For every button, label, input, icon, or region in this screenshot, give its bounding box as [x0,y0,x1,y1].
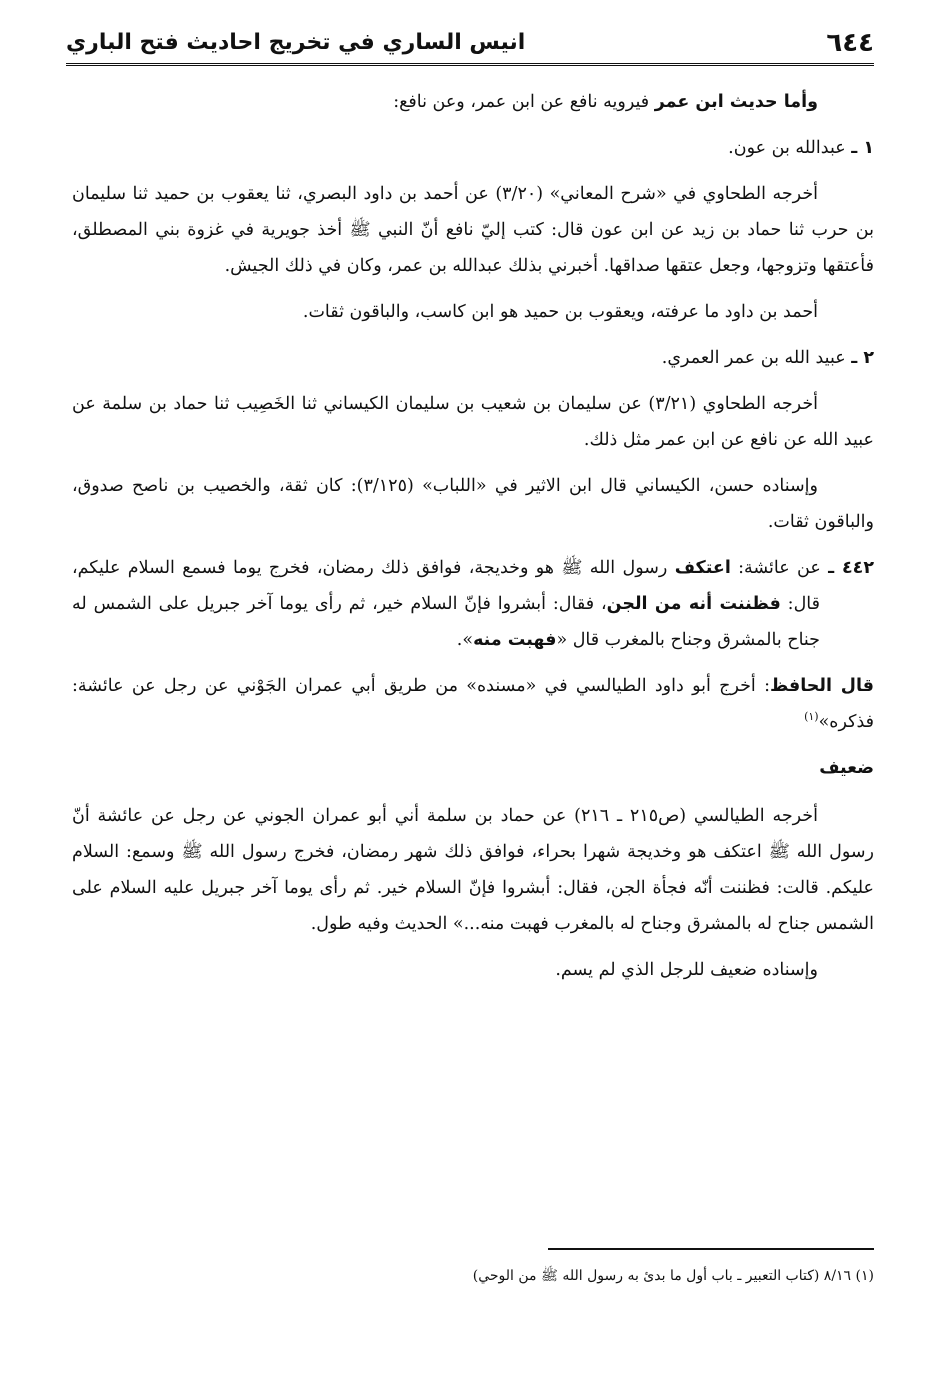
footnote-reference[interactable]: (١) [804,710,819,724]
hadith-entry [72,550,874,658]
hadith-bold-f: فهبت منه [473,630,557,650]
item-2-text: عبيد الله بن عمر العمري. [661,348,852,368]
footnote-text: ٨/١٦ (كتاب التعبير ـ باب أول ما بدئ به رسول الله ﷺ من الوحي) [472,1268,852,1284]
item-1-text: عبدالله بن عون. [728,138,852,158]
hadith-text-g: ». [456,630,474,650]
hadith-text-e: ، فقال: أبشروا فإنّ السلام خير، ثم رأى يوما آخر جبريل على الشمس له جناح بالمشرق وجناح بالمغرب قال « [72,594,820,650]
page-number: ٦٤٤ [826,28,874,58]
intro-paragraph [72,84,874,120]
page-header [66,26,874,66]
header-rule [66,63,874,66]
paragraph-3: أخرجه الطحاوي (٣/٢١) عن سليمان بن شعيب بن سليمان الكيساني ثنا الخَصِيب ثنا حماد بن سلمة عن عبيد الله عن نافع عن ابن عمر مثل ذلك. [72,394,874,450]
hafiz-label: قال الحافظ [770,676,874,696]
hadith-number: ٤٤٢ ـ [828,558,874,578]
paragraph-5: أخرجه الطيالسي (ص٢١٥ ـ ٢١٦) عن حماد بن سلمة أني أبو عمران الجوني عن رجل عن عائشة أنّ رسول الله ﷺ اعتكف هو وخديجة شهرا بحراء، فوافق ذلك شهر رمضان، فخرج رسول الله ﷺ وسمع: السلام عليكم. قالت: فظننت أنّه فجأة الجن، فقال: أبشروا فإنّ السلام خير. ثم رأى يوما آخر جبريل عليه السلام على الشمس جناح له بالمشرق وجناح له بالمغرب فهبت منه...» الحديث وفيه طول. [72,806,874,934]
hadith-bold-b: اعتكف [674,558,731,578]
paragraph-6: وإسناده ضعيف للرجل الذي لم يسم. [555,960,818,980]
paragraph-2: أحمد بن داود ما عرفته، ويعقوب بن حميد هو ابن كاسب، والباقون ثقات. [302,302,818,322]
intro-bold: وأما حديث ابن عمر [654,92,818,112]
grade-label: ضعيف [819,758,874,778]
footnote-rule [548,1248,874,1250]
hadith-text-c: رسول الله ﷺ هو وخديجة، فوافق ذلك رمضان، فخرج يوما فسمع السلام عليكم، قال: [72,558,820,614]
hadith-text-a: عن عائشة: [730,558,829,578]
list-item-2 [72,340,874,376]
hadith-bold-d: فظننت أنه من الجن [606,594,781,614]
intro-rest: فيرويه نافع عن ابن عمر، وعن نافع: [393,92,655,112]
hafiz-text: : أخرج أبو داود الطيالسي في «مسنده» من طريق أبي عمران الجَوْني عن رجل عن عائشة: فذكره» [72,676,874,732]
item-1-number: ١ ـ [851,138,874,158]
hafiz-paragraph [72,668,874,740]
footnote [72,1262,874,1290]
list-item-1 [72,130,874,166]
paragraph-4: وإسناده حسن، الكيساني قال ابن الاثير في «اللباب» (٣/١٢٥): كان ثقة، والخصيب بن ناصح صدوق، والباقون ثقات. [72,476,874,532]
paragraph-1: أخرجه الطحاوي في «شرح المعاني» (٣/٢٠) عن أحمد بن داود البصري، ثنا يعقوب بن حميد ثنا سليمان بن حرب ثنا حماد بن زيد عن ابن عون قال: كتب إليّ نافع أنّ النبي ﷺ أخذ جويرية في غزوة بني المصطلق، فأعتقها وتزوجها، وجعل عتقها صداقها. أخبرني بذلك عبدالله بن عمر، وكان في ذلك الجيش. [72,184,874,276]
footnote-marker: (١) [855,1268,874,1284]
item-2-number: ٢ ـ [851,348,874,368]
running-title: انيس الساري في تخريج احاديث فتح الباري [66,30,526,55]
main-text [72,84,874,998]
